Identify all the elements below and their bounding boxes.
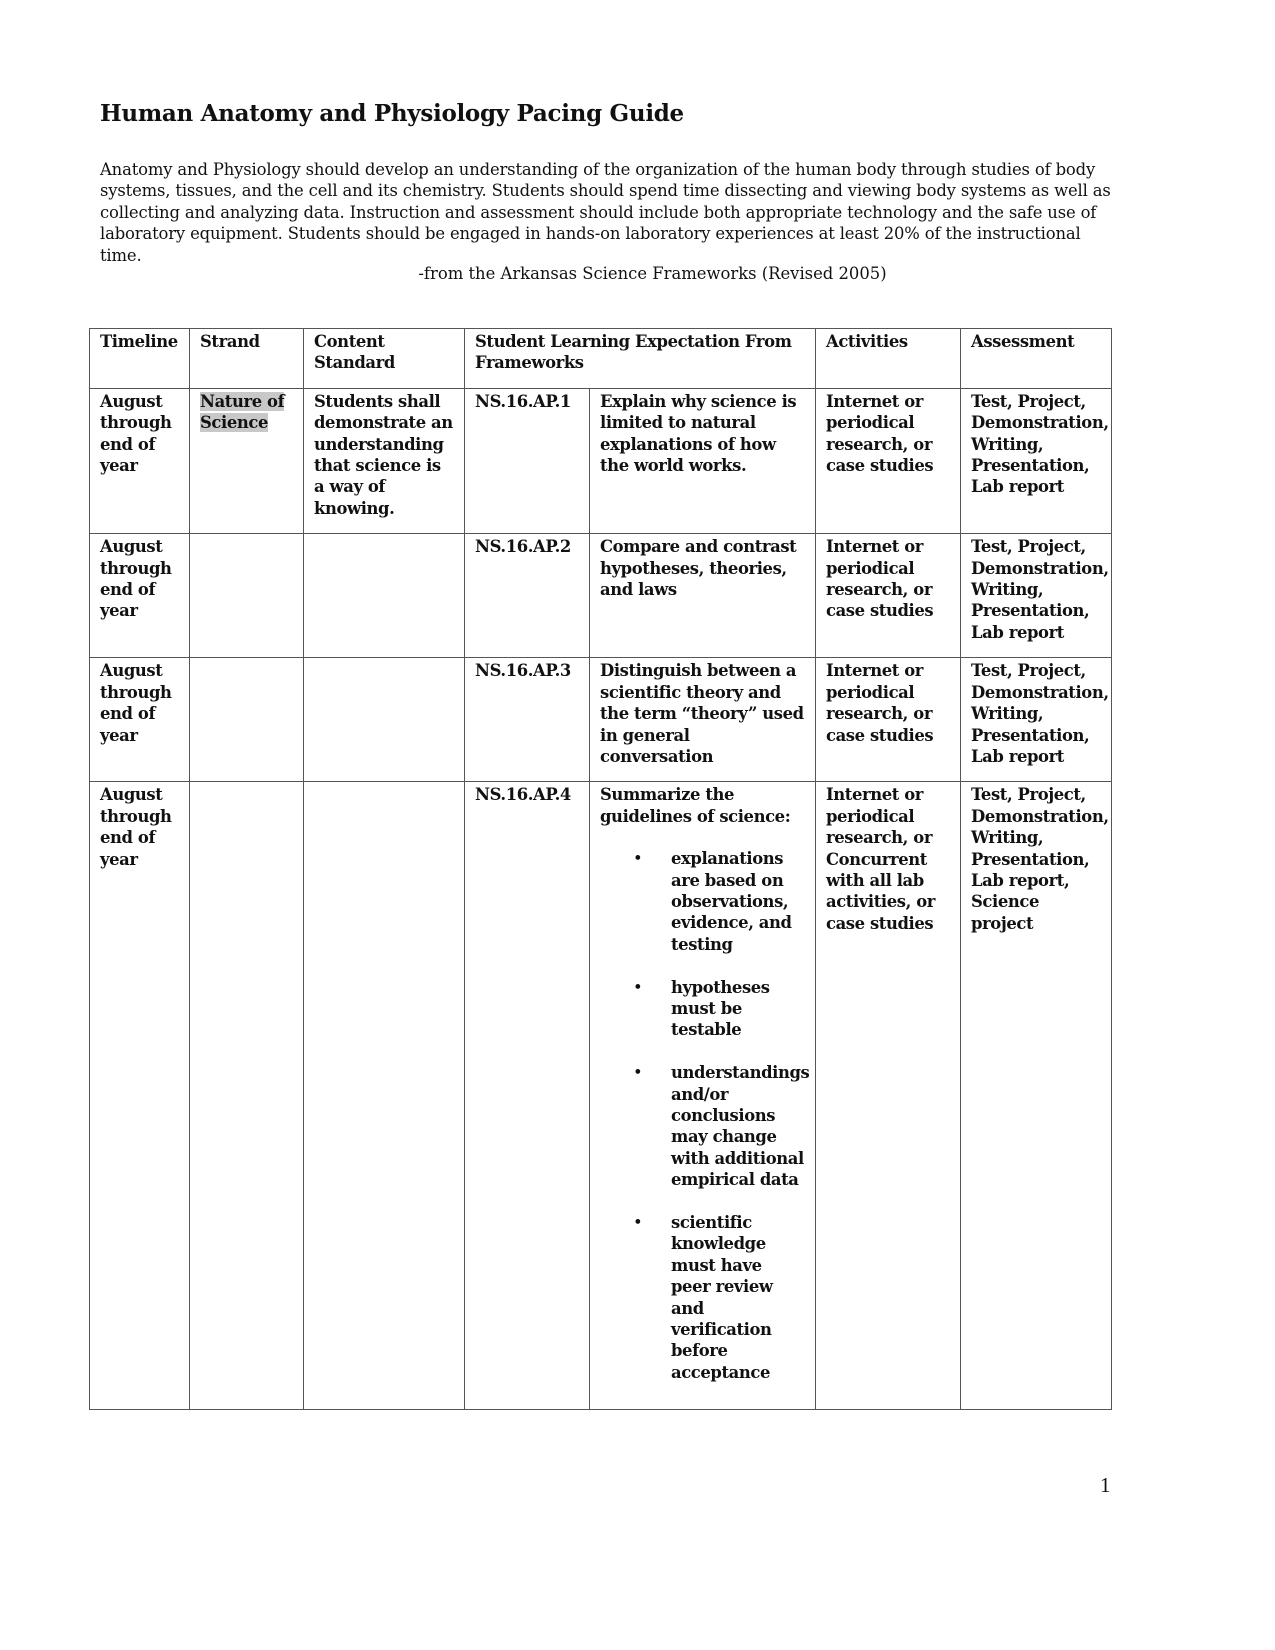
header-strand: Strand bbox=[190, 329, 304, 389]
cell-code: NS.16.AP.4 bbox=[465, 782, 590, 1409]
guideline-item: • hypotheses must be testable bbox=[671, 977, 805, 1041]
cell-activities: Internet or periodical research, or case studies bbox=[816, 388, 961, 533]
cell-timeline: August through end of year bbox=[90, 388, 190, 533]
strand-highlighted-text: Nature of Science bbox=[200, 391, 285, 433]
cell-activities: Internet or periodical research, or Concurrent with all lab activities, or case studies bbox=[816, 782, 961, 1409]
table-row bbox=[90, 388, 1112, 533]
cell-code: NS.16.AP.2 bbox=[465, 534, 590, 658]
cell-timeline: August through end of year bbox=[90, 534, 190, 658]
cell-expectation bbox=[590, 782, 816, 1409]
page-number: 1 bbox=[1100, 1473, 1111, 1497]
pacing-guide-table bbox=[89, 328, 1112, 1410]
table-row bbox=[90, 658, 1112, 782]
cell-strand bbox=[190, 658, 304, 782]
cell-activities: Internet or periodical research, or case studies bbox=[816, 658, 961, 782]
table-row bbox=[90, 782, 1112, 1409]
intro-paragraph: Anatomy and Physiology should develop an understanding of the organization of the human body through studies of body systems, tissues, and the cell and its chemistry. Students should spend time dissecting and viewing body systems as well as collecting and analyzing data. Instruction and assessment should include both appropriate technology and the safe use of laboratory equipment. Students should be engaged in hands-on laboratory experiences at least 20% of the instructional time. bbox=[100, 160, 1111, 265]
guideline-item: • understandings and/or conclusions may change with additional empirical data bbox=[671, 1062, 805, 1190]
cell-content-standard bbox=[304, 782, 465, 1409]
source-citation: -from the Arkansas Science Frameworks (Revised 2005) bbox=[418, 264, 887, 283]
header-content-standard: Content Standard bbox=[304, 329, 465, 389]
cell-assessment: Test, Project, Demonstration, Writing, Presentation, Lab report bbox=[961, 388, 1112, 533]
cell-content-standard: Students shall demonstrate an understanding that science is a way of knowing. bbox=[304, 388, 465, 533]
cell-strand bbox=[190, 782, 304, 1409]
table-header-row bbox=[90, 329, 1112, 389]
cell-assessment: Test, Project, Demonstration, Writing, Presentation, Lab report bbox=[961, 534, 1112, 658]
cell-timeline: August through end of year bbox=[90, 782, 190, 1409]
guideline-item: • scientific knowledge must have peer review and verification before acceptance bbox=[671, 1212, 805, 1383]
expectation-lead: Summarize the guidelines of science: bbox=[600, 785, 791, 826]
cell-code: NS.16.AP.1 bbox=[465, 388, 590, 533]
cell-content-standard bbox=[304, 658, 465, 782]
cell-assessment: Test, Project, Demonstration, Writing, Presentation, Lab report, Science project bbox=[961, 782, 1112, 1409]
cell-strand bbox=[190, 388, 304, 533]
cell-content-standard bbox=[304, 534, 465, 658]
cell-expectation: Explain why science is limited to natural explanations of how the world works. bbox=[590, 388, 816, 533]
header-student-learning-expectation: Student Learning Expectation From Frameworks bbox=[465, 329, 816, 389]
guideline-item: • explanations are based on observations, evidence, and testing bbox=[671, 848, 805, 955]
cell-assessment: Test, Project, Demonstration, Writing, Presentation, Lab report bbox=[961, 658, 1112, 782]
cell-expectation: Compare and contrast hypotheses, theories, and laws bbox=[590, 534, 816, 658]
header-timeline: Timeline bbox=[90, 329, 190, 389]
cell-strand bbox=[190, 534, 304, 658]
cell-activities: Internet or periodical research, or case studies bbox=[816, 534, 961, 658]
header-assessment: Assessment bbox=[961, 329, 1112, 389]
document-title: Human Anatomy and Physiology Pacing Guide bbox=[100, 100, 684, 127]
cell-code: NS.16.AP.3 bbox=[465, 658, 590, 782]
cell-expectation: Distinguish between a scientific theory and the term “theory” used in general conversation bbox=[590, 658, 816, 782]
guidelines-list bbox=[600, 848, 810, 1383]
cell-timeline: August through end of year bbox=[90, 658, 190, 782]
header-activities: Activities bbox=[816, 329, 961, 389]
table-row bbox=[90, 534, 1112, 658]
